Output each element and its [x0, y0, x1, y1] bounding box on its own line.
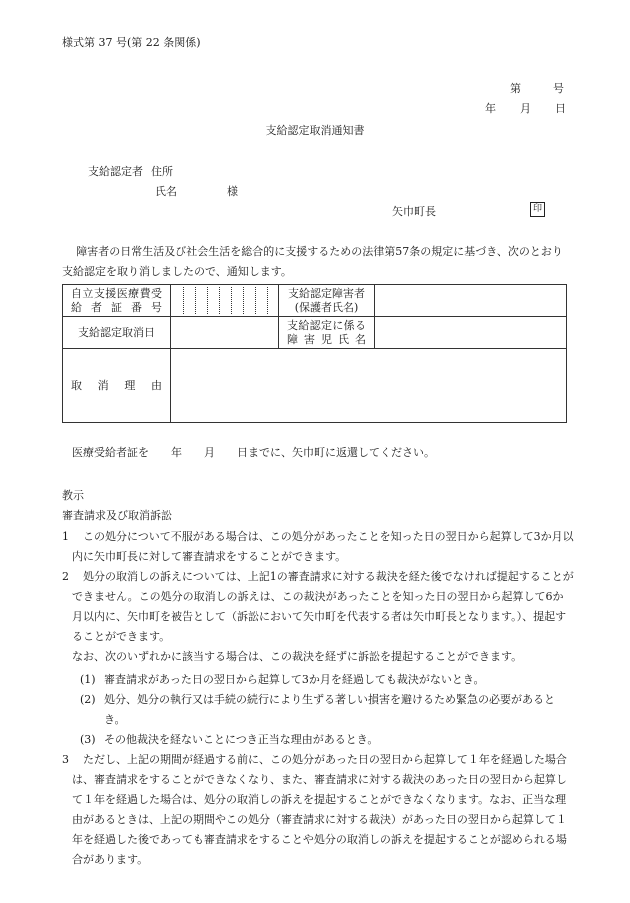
subitem-number: (2)	[80, 693, 96, 706]
list-item	[80, 690, 572, 730]
subitem-text: 処分、処分の執行又は手続の続行により生ずる著しい損害を避けるため緊急の必要があるとき。	[104, 693, 555, 726]
reason-field[interactable]	[171, 349, 567, 423]
date-day: 日	[555, 102, 566, 115]
child-label-cell	[279, 317, 375, 349]
subitem-number: (3)	[80, 733, 96, 746]
date-month: 月	[520, 102, 531, 115]
document-title: 支給認定取消通知書	[265, 124, 365, 137]
document-number-suffix: 号	[553, 82, 564, 95]
honorific: 様	[227, 185, 238, 198]
item-number: 1	[62, 530, 69, 543]
item-text: この処分について不服がある場合は、この処分があったことを知った日の翌日から起算して3か月以内に矢巾町長に対して審査請求をすることができます。	[72, 530, 574, 563]
holder-label-cell	[279, 285, 375, 317]
holder-label-main: 支給認定障害者	[288, 286, 365, 300]
list-item	[80, 730, 572, 750]
cancel-date-field[interactable]	[171, 317, 279, 349]
list-item	[62, 527, 574, 567]
cert-number-label: 自立支援医療費受給者証番号	[71, 286, 162, 314]
child-name-field[interactable]	[375, 317, 567, 349]
recipient-name-line	[155, 185, 238, 198]
name-label: 氏名	[155, 185, 177, 198]
item-number: 3	[62, 753, 69, 766]
document-number-prefix: 第	[510, 82, 521, 95]
address-label: 住所	[151, 165, 173, 178]
recipient-label: 支給認定者	[88, 165, 143, 178]
certification-table	[62, 284, 567, 423]
intro-paragraph: 障害者の日常生活及び社会生活を総合的に支援するための法律第57条の規定に基づき、次のとおり支給認定を取り消しましたので、通知します。	[62, 245, 563, 278]
list-item	[80, 670, 572, 690]
cert-number-field[interactable]	[171, 285, 279, 317]
child-label-sub: 障害児氏名	[287, 332, 366, 346]
child-label-main: 支給認定に係る	[287, 318, 366, 332]
holder-name-field[interactable]	[375, 285, 567, 317]
issue-date	[485, 102, 566, 115]
item-text: ただし、上記の期間が経過する前に、この処分があった日の翌日から起算して１年を経過した場合は、審査請求をすることができなくなり、また、審査請求に対する裁決のあった日の翌日から起算して１年を経過した場合は、処分の取消しの訴えを提起することができなくなります。なお、正当な理由があるときは、上記の期間やこの処分（審査請求に対する裁決）があった日の翌日から起算して１年を経過した後であっても審査請求をすることや処分の取消しの訴えを提起することが認められる場合があります。	[72, 753, 567, 866]
reason-label-cell	[63, 349, 171, 423]
cert-number-label-cell	[63, 285, 171, 317]
document-number	[510, 82, 564, 95]
issuer-name: 矢巾町長	[392, 205, 436, 218]
subitem-number: (1)	[80, 673, 96, 686]
date-year: 年	[485, 102, 496, 115]
return-note: 医療受給者証を 年 月 日までに、矢巾町に返還してください。	[72, 446, 435, 459]
holder-label-sub: (保護者氏名)	[294, 300, 359, 314]
table-row	[63, 349, 567, 423]
cancel-date-label: 支給認定取消日	[78, 325, 155, 339]
subitem-text: 審査請求があった日の翌日から起算して3か月を経過しても裁決がないとき。	[104, 673, 485, 686]
item-text: 処分の取消しの訴えについては、上記1の審査請求に対する裁決を経た後でなければ提起することができません。この処分の取消しの訴えは、この裁決があったことを知った日の翌日から起算して6か月以内に、矢巾町を被告として（訴訟において矢巾町を代表する者は矢巾町長となります。）、提起することができます。	[72, 570, 574, 643]
form-number: 様式第 37 号(第 22 条関係)	[62, 36, 201, 49]
instructions-heading: 教示	[62, 489, 84, 502]
exception-note: なお、次のいずれかに該当する場合は、この裁決を経ずに訴訟を提起することができます。	[72, 650, 523, 663]
table-row	[63, 285, 567, 317]
item-number: 2	[62, 570, 69, 583]
seal-mark: 印	[530, 202, 545, 217]
list-item	[62, 750, 574, 870]
instructions-subheading: 審査請求及び取消訴訟	[62, 509, 172, 522]
subitem-text: その他裁決を経ないことにつき正当な理由があるとき。	[104, 733, 379, 746]
table-row	[63, 317, 567, 349]
reason-label: 取消理由	[71, 378, 162, 392]
cancel-date-label-cell	[63, 317, 171, 349]
recipient-address-line	[88, 165, 173, 178]
list-item	[62, 567, 574, 647]
